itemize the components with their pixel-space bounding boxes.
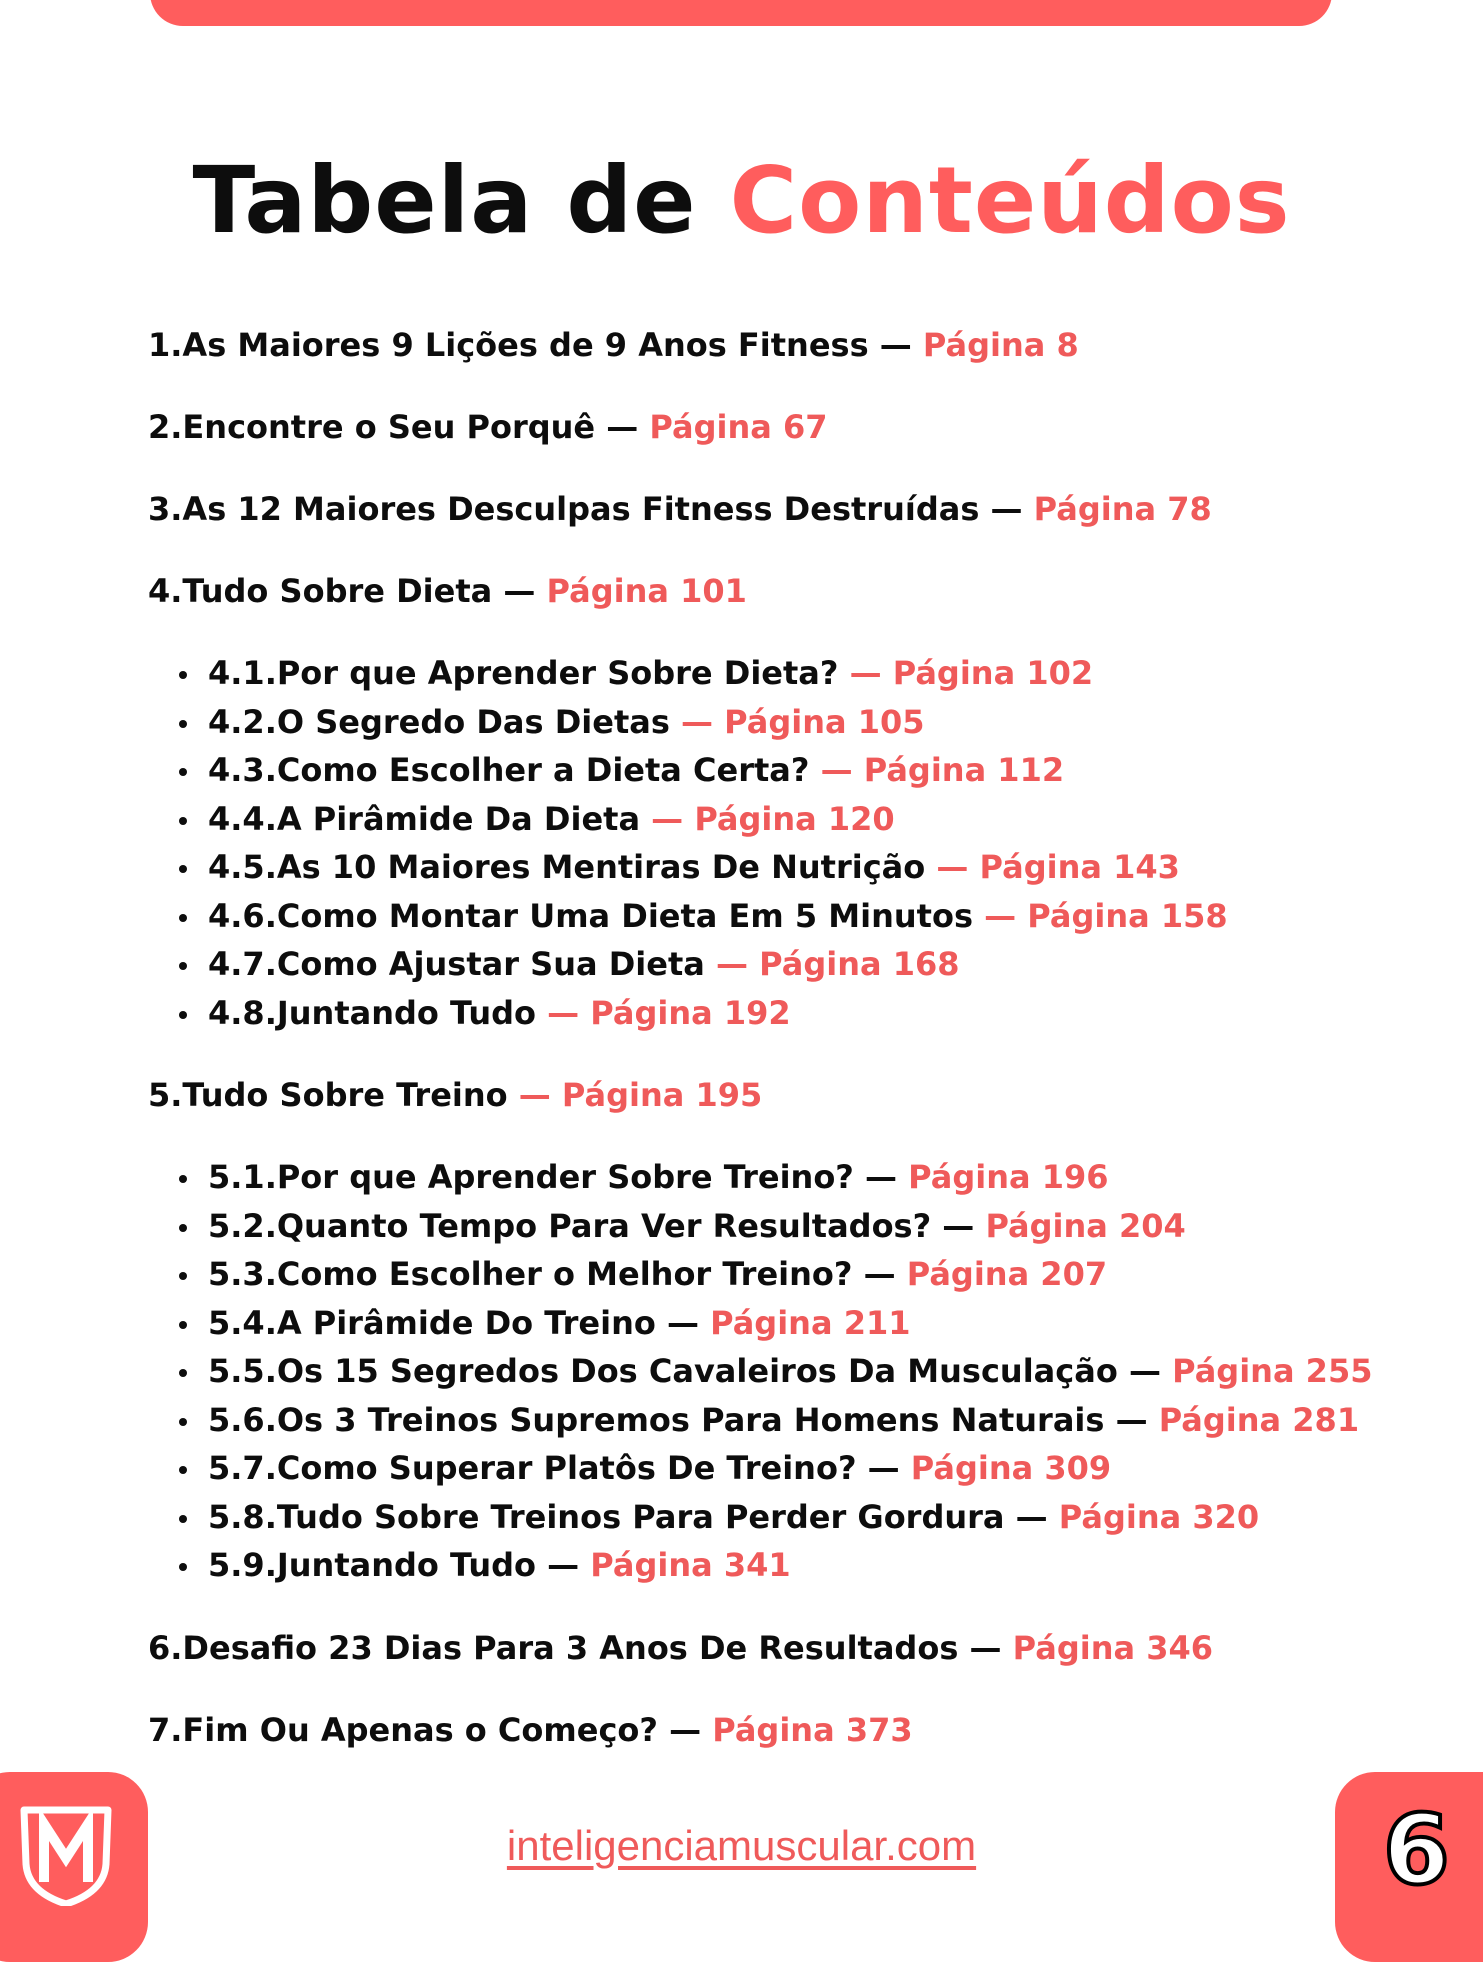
chapter-page-ref: Página 346 <box>1012 1628 1214 1667</box>
subsection-page-ref: — Página 105 <box>681 702 925 741</box>
toc-subsection[interactable] <box>148 795 1388 844</box>
toc-subsection[interactable] <box>148 1202 1388 1251</box>
subsection-page-ref: Página 309 <box>910 1449 1112 1487</box>
subsection-title: 5.9.Juntando Tudo — <box>208 1546 580 1584</box>
chapter-title: 1.As Maiores 9 Lições de 9 Anos Fitness — <box>148 326 912 364</box>
subsection-page-ref: Página 207 <box>906 1255 1108 1293</box>
chapter-page-ref: Página 78 <box>1033 490 1212 528</box>
chapter-title: 5.Tudo Sobre Treino <box>148 1076 508 1114</box>
subsection-title: 4.2.O Segredo Das Dietas <box>208 702 670 741</box>
toc-subsection[interactable] <box>148 892 1388 941</box>
subsection-list <box>148 1153 1388 1590</box>
subsection-title: 5.5.Os 15 Segredos Dos Cavaleiros Da Musculação — <box>208 1352 1161 1390</box>
chapter-title: 7.Fim Ou Apenas o Começo? — <box>148 1710 702 1749</box>
chapter-page-ref: Página 8 <box>922 326 1079 364</box>
toc-subsection[interactable] <box>148 1444 1388 1493</box>
subsection-title: 5.3.Como Escolher o Melhor Treino? — <box>208 1255 896 1293</box>
chapter-title: 4.Tudo Sobre Dieta — <box>148 572 536 610</box>
toc-subsection[interactable] <box>148 1347 1388 1396</box>
chapter-page-ref: Página 67 <box>649 408 828 446</box>
subsection-title: 5.8.Tudo Sobre Treinos Para Perder Gordura — <box>208 1497 1048 1536</box>
toc-subsection[interactable] <box>148 843 1388 892</box>
chapter-title: 3.As 12 Maiores Desculpas Fitness Destruídas — <box>148 490 1023 528</box>
title-main: Tabela de <box>192 147 730 254</box>
table-of-contents <box>148 321 1388 1788</box>
subsection-title: 4.4.A Pirâmide Da Dieta <box>208 799 641 838</box>
toc-chapter[interactable] <box>148 1706 1388 1754</box>
toc-chapter[interactable] <box>148 403 1388 451</box>
subsection-page-ref: Página 196 <box>908 1158 1109 1196</box>
top-accent-bar <box>150 0 1332 26</box>
chapter-title: 2.Encontre o Seu Porquê — <box>148 408 639 446</box>
subsection-title: 4.5.As 10 Maiores Mentiras De Nutrição <box>208 848 926 886</box>
page-number-badge <box>1335 1772 1483 1962</box>
toc-subsection[interactable] <box>148 1493 1388 1542</box>
toc-chapter[interactable] <box>148 1071 1388 1119</box>
subsection-title: 5.6.Os 3 Treinos Supremos Para Homens Naturais — <box>208 1400 1148 1439</box>
toc-subsection[interactable] <box>148 1299 1388 1348</box>
toc-subsection[interactable] <box>148 1250 1388 1299</box>
subsection-page-ref: — Página 158 <box>984 896 1228 935</box>
subsection-page-ref: — Página 112 <box>820 751 1065 789</box>
subsection-page-ref: — Página 192 <box>547 993 791 1032</box>
subsection-page-ref: Página 341 <box>590 1546 791 1584</box>
subsection-page-ref: Página 281 <box>1158 1400 1360 1439</box>
subsection-title: 4.3.Como Escolher a Dieta Certa? <box>208 751 810 789</box>
toc-chapter[interactable] <box>148 1624 1388 1672</box>
toc-subsection[interactable] <box>148 1541 1388 1590</box>
subsection-title: 4.8.Juntando Tudo <box>208 993 536 1032</box>
subsection-page-ref: — Página 102 <box>849 654 1094 692</box>
subsection-page-ref: — Página 120 <box>651 799 895 838</box>
subsection-list <box>148 649 1388 1037</box>
subsection-page-ref: — Página 168 <box>715 945 960 983</box>
subsection-title: 5.2.Quanto Tempo Para Ver Resultados? — <box>208 1206 975 1245</box>
title-accent: Conteúdos <box>729 147 1291 254</box>
subsection-title: 4.6.Como Montar Uma Dieta Em 5 Minutos <box>208 896 973 935</box>
toc-chapter[interactable] <box>148 485 1388 533</box>
subsection-title: 5.4.A Pirâmide Do Treino — <box>208 1303 699 1342</box>
page-title <box>0 147 1483 254</box>
toc-subsection[interactable] <box>148 1153 1388 1202</box>
subsection-page-ref: Página 204 <box>985 1206 1186 1245</box>
subsection-page-ref: — Página 143 <box>936 848 1180 886</box>
subsection-page-ref: Página 211 <box>710 1303 911 1342</box>
toc-subsection[interactable] <box>148 940 1388 989</box>
subsection-title: 5.1.Por que Aprender Sobre Treino? — <box>208 1158 897 1196</box>
website-link[interactable]: inteligenciamuscular.com <box>506 1822 977 1869</box>
toc-subsection[interactable] <box>148 1396 1388 1445</box>
toc-subsection[interactable] <box>148 989 1388 1038</box>
subsection-title: 4.1.Por que Aprender Sobre Dieta? <box>208 654 839 692</box>
page-number: 6 <box>1383 1794 1450 1906</box>
chapter-page-ref: Página 101 <box>546 572 747 610</box>
chapter-title: 6.Desafio 23 Dias Para 3 Anos De Resultados — <box>148 1628 1002 1667</box>
chapter-page-ref: — Página 195 <box>518 1076 763 1114</box>
subsection-page-ref: Página 320 <box>1058 1497 1260 1536</box>
toc-chapter[interactable] <box>148 321 1388 369</box>
toc-subsection[interactable] <box>148 746 1388 795</box>
subsection-title: 5.7.Como Superar Platôs De Treino? — <box>208 1449 900 1487</box>
chapter-page-ref: Página 373 <box>712 1710 913 1749</box>
subsection-title: 4.7.Como Ajustar Sua Dieta <box>208 945 705 983</box>
subsection-page-ref: Página 255 <box>1172 1352 1373 1390</box>
toc-subsection[interactable] <box>148 698 1388 747</box>
toc-chapter[interactable] <box>148 567 1388 615</box>
toc-subsection[interactable] <box>148 649 1388 698</box>
